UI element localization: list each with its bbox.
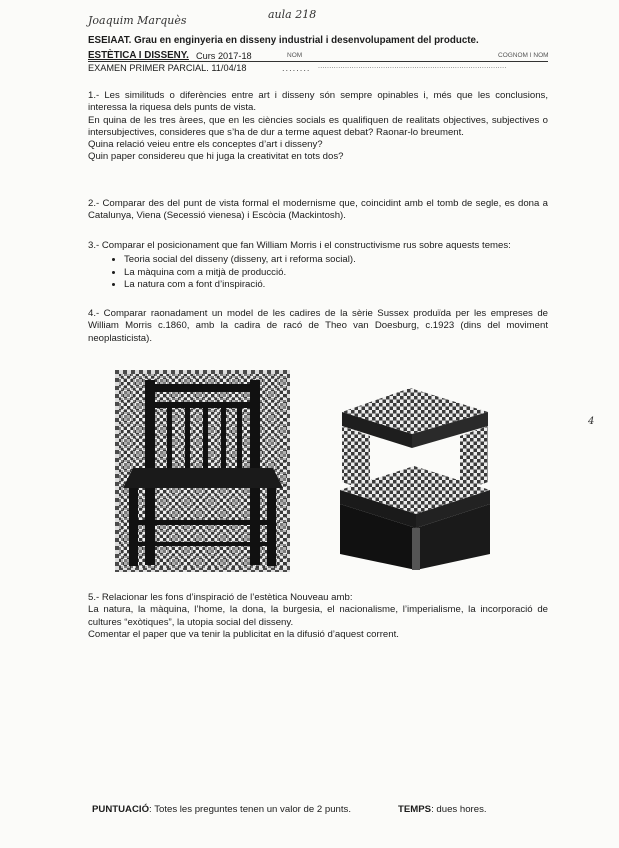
question-2-line-1: 2.- Comparar des del punt de vista formal el modernisme que, coincidint amb el tomb de segle, es dona a Catalunya, Viena (Secessió vienesa) i Escòcia (Mackintosh). (88, 198, 548, 222)
question-2 (88, 198, 548, 223)
question-3-line-1: 3.- Comparar el posicionament que fan William Morris i el constructivisme rus sobre aquests temes: (88, 240, 511, 251)
question-5-line-2: La natura, la màquina, l’home, la dona, la burgesia, el nacionalisme, l’imperialisme, la incorporació de cultures “exòtiques”, la utopia social del disseny. (88, 604, 548, 628)
course-year: Curs 2017-18 (196, 51, 252, 61)
score-note (92, 804, 351, 816)
dots-short: ........ (282, 63, 311, 73)
exam-title: EXAMEN PRIMER PARCIAL. 11/04/18 (88, 63, 247, 73)
time-text: : dues hores. (431, 804, 487, 815)
time-label: TEMPS (398, 804, 432, 815)
question-4 (88, 308, 548, 345)
question-1-line-3: Quina relació veieu entre els conceptes d’art i disseny? (88, 139, 323, 151)
surname-label: COGNOM I NOM (498, 52, 549, 59)
sussex-chair-image (115, 370, 290, 572)
question-3-bullet: • Teoria social del disseny (disseny, art i reforma social). (124, 254, 548, 266)
time-note (398, 804, 487, 816)
question-5-line-1: 5.- Relacionar les fons d’inspiració de l’estètica Nouveau amb: (88, 592, 353, 603)
header-divider (88, 61, 548, 62)
van-doesburg-chair-image (330, 382, 500, 572)
question-5-line-3: Comentar el paper que va tenir la publicitat en la difusió d’aquest corrent. (88, 628, 399, 640)
question-1-line-2: En quina de les tres àrees, que en les ciències socials es qualifiquen de realitats objectives, subjectives o intersubjectives, consideres que s’ha de dur a terme aquest debat? Raonar-lo breument. (88, 114, 548, 138)
name-label: NOM (287, 52, 303, 59)
van-doesburg-chair-illustration (330, 382, 500, 572)
handwritten-margin-mark: 4 (588, 416, 595, 427)
question-5 (88, 592, 548, 641)
sussex-chair-illustration (115, 370, 290, 572)
handwritten-name: Joaquim Marquès (88, 14, 187, 27)
question-1-line-4: Quin paper considereu que hi juga la creativitat en tots dos? (88, 151, 344, 163)
score-text: : Totes les preguntes tenen un valor de 2 punts. (149, 804, 351, 815)
school-line: ESEIAAT. Grau en enginyeria en disseny industrial i desenvolupament del producte. (88, 35, 479, 46)
handwritten-room: aula 218 (268, 8, 317, 21)
subject-title: ESTÈTICA I DISSENY. (88, 50, 189, 61)
question-1-line-1: 1.- Les similituds o diferències entre art i disseny són sempre opinables i, més que les conclusions, interessa la riquesa dels punts de vista. (88, 90, 548, 114)
question-1 (88, 90, 548, 164)
question-3-bullet: • La natura com a font d’inspiració. (124, 279, 548, 291)
score-label: PUNTUACIÓ (92, 804, 150, 815)
dots-long: .................................................................................... (318, 63, 507, 70)
question-3-bullet-list (88, 254, 548, 291)
question-3-bullet: • La màquina com a mitjà de producció. (124, 267, 548, 279)
question-4-line-1: 4.- Comparar raonadament un model de les cadires de la sèrie Sussex produïda per les empreses de William Morris c.1860, amb la cadira de racó de Theo van Doesburg, c.1923 (dins del moviment neoplasticista). (88, 308, 548, 344)
question-3 (88, 240, 548, 291)
